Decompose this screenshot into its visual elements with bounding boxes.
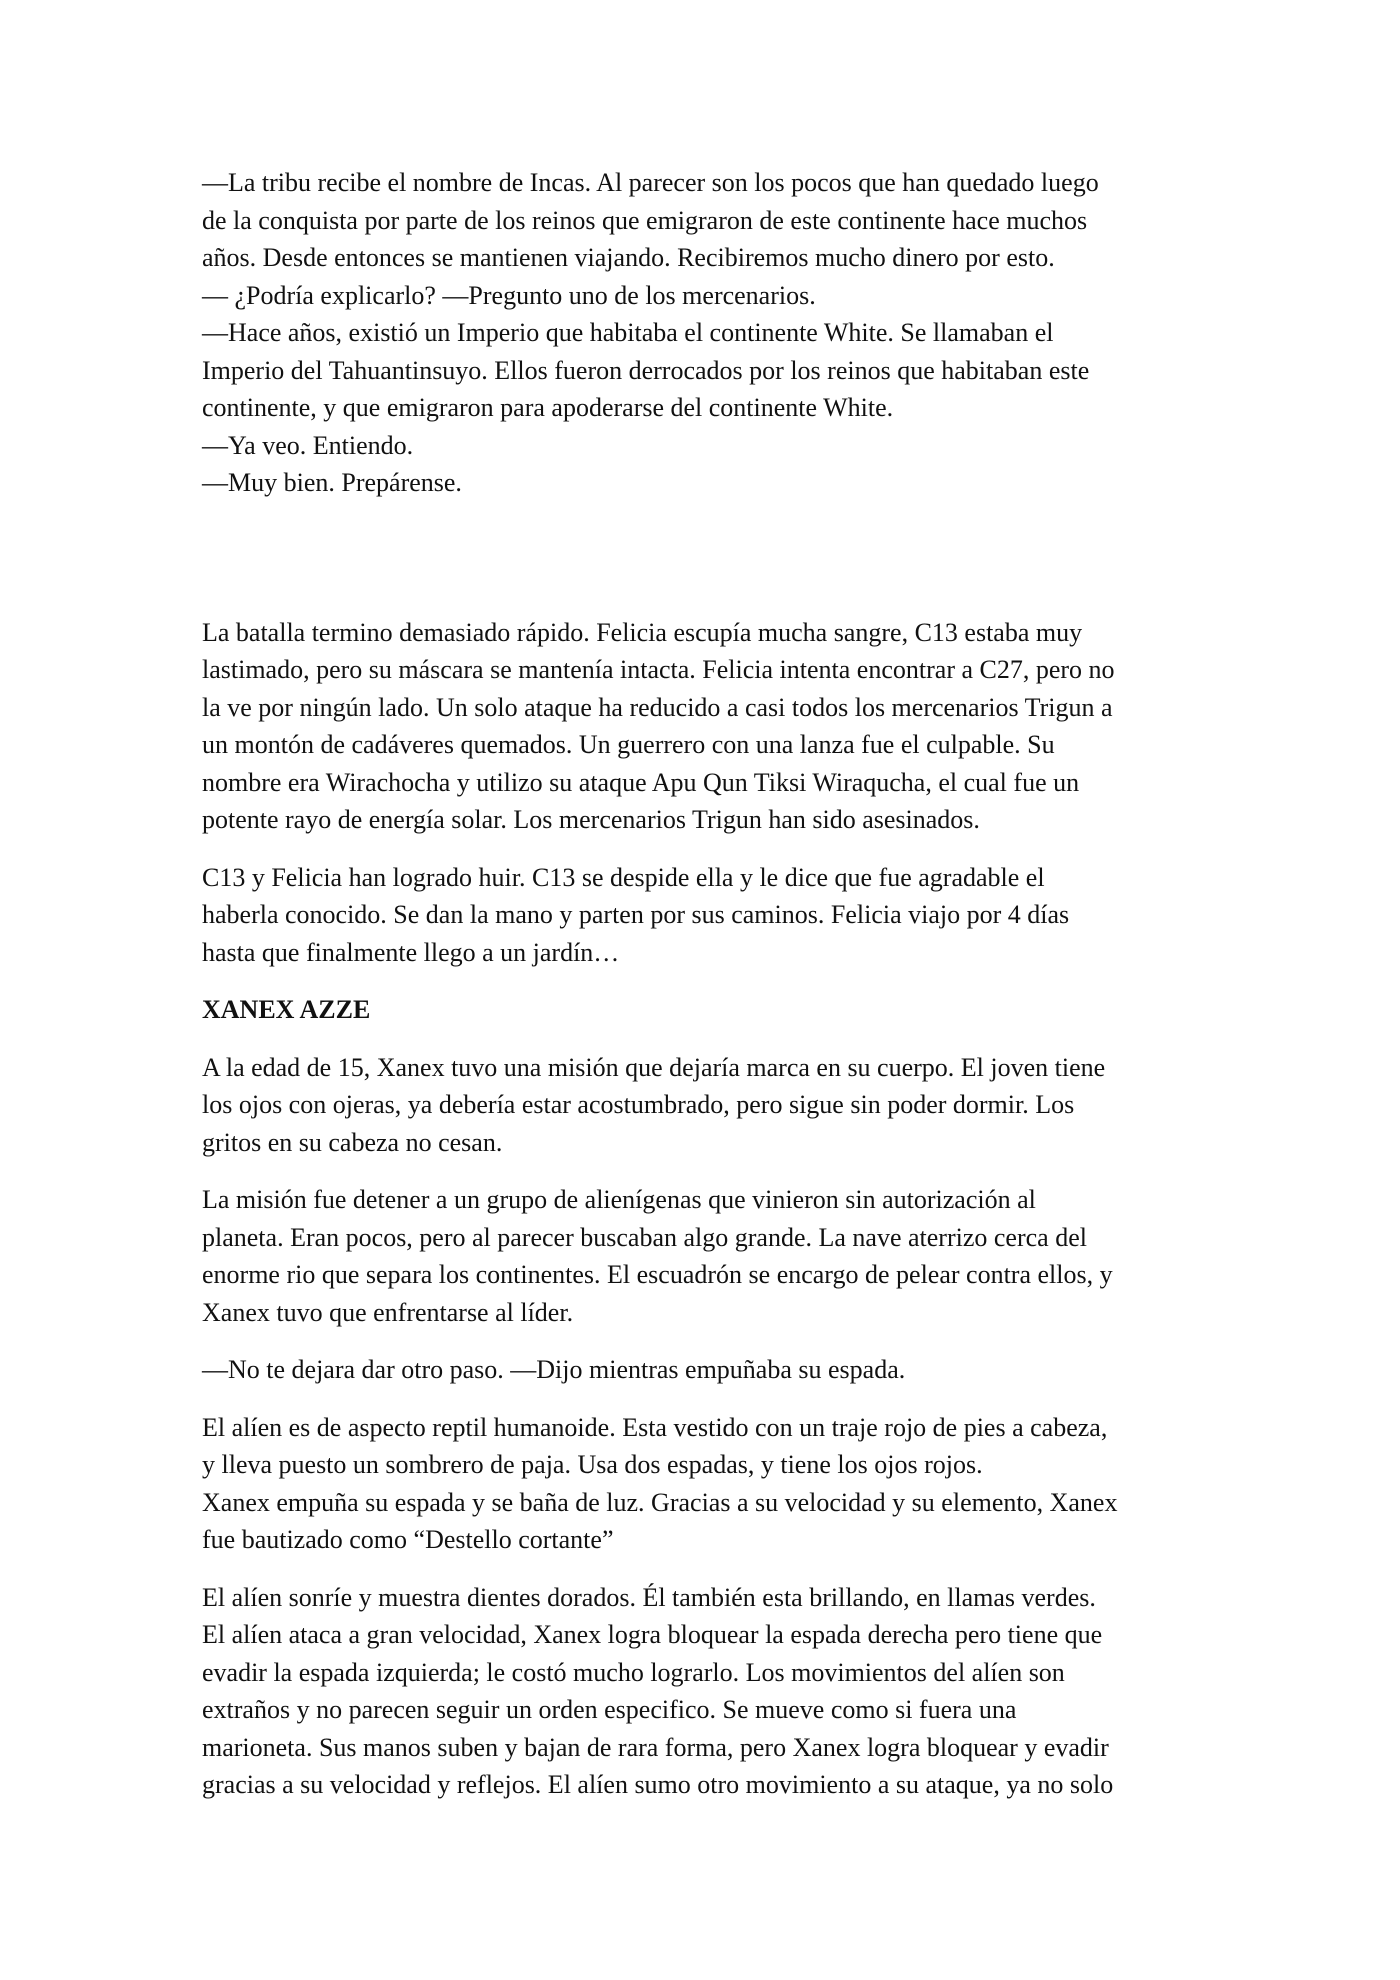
text-line: La misión fue detener a un grupo de alienígenas que vinieron sin autorización al	[202, 1185, 1036, 1214]
text-line: continente, y que emigraron para apoderarse del continente White.	[202, 393, 894, 422]
paragraph-alien-description	[202, 1409, 1202, 1559]
paragraph-mission-intro	[202, 1049, 1202, 1162]
paragraph-escape	[202, 859, 1202, 972]
text-line: años. Desde entonces se mantienen viajando. Recibiremos mucho dinero por esto.	[202, 243, 1055, 272]
text-line: Xanex tuvo que enfrentarse al líder.	[202, 1297, 574, 1327]
text-line: nombre era Wirachocha y utilizo su ataque Apu Qun Tiksi Wiraqucha, el cual fue un	[202, 767, 1080, 797]
paragraph-battle	[202, 614, 1202, 839]
text-line: gritos en su cabeza no cesan.	[202, 1127, 503, 1157]
text-line: y lleva puesto un sombrero de paja. Usa dos espadas, y tiene los ojos rojos.	[202, 1450, 983, 1479]
text-line: —Hace años, existió un Imperio que habitaba el continente White. Se llamaban el	[202, 318, 1054, 347]
section-heading: XANEX AZZE	[202, 995, 371, 1024]
text-line: marioneta. Sus manos suben y bajan de rara forma, pero Xanex logra bloquear y evadir	[202, 1732, 1109, 1762]
text-line: El alíen es de aspecto reptil humanoide. Esta vestido con un traje rojo de pies a cabeza,	[202, 1412, 1108, 1442]
text-line: lastimado, pero su máscara se mantenía intacta. Felicia intenta encontrar a C27, pero no	[202, 655, 1115, 684]
text-line: de la conquista por parte de los reinos que emigraron de este continente hace muchos	[202, 205, 1088, 235]
paragraph-mission	[202, 1181, 1202, 1331]
text-line: haberla conocido. Se dan la mano y parten por sus caminos. Felicia viajo por 4 días	[202, 900, 1070, 929]
text-line: Xanex empuña su espada y se baña de luz. Gracias a su velocidad y su elemento, Xanex	[202, 1487, 1118, 1517]
text-line: enorme rio que separa los continentes. El escuadrón se encargo de pelear contra ellos, y	[202, 1260, 1113, 1289]
text-line: extraños y no parecen seguir un orden especifico. Se mueve como si fuera una	[202, 1695, 1017, 1724]
text-line: la ve por ningún lado. Un solo ataque ha reducido a casi todos los mercenarios Trigun a	[202, 692, 1113, 722]
text-line: hasta que finalmente llego a un jardín…	[202, 937, 620, 967]
text-line: gracias a su velocidad y reflejos. El alíen sumo otro movimiento a su ataque, ya no solo	[202, 1770, 1114, 1799]
text-line: —No te dejara dar otro paso. —Dijo mientras empuñaba su espada.	[202, 1355, 906, 1384]
paragraph-fight	[202, 1579, 1202, 1804]
text-line: —Ya veo. Entiendo.	[202, 430, 414, 460]
dialogue-block	[202, 164, 1202, 502]
paragraph-dialogue	[202, 1351, 1202, 1389]
text-line: El alíen ataca a gran velocidad, Xanex logra bloquear la espada derecha pero tiene que	[202, 1620, 1103, 1649]
text-line: La batalla termino demasiado rápido. Felicia escupía mucha sangre, C13 estaba muy	[202, 617, 1083, 647]
text-line: Imperio del Tahuantinsuyo. Ellos fueron derrocados por los reinos que habitaban este	[202, 355, 1090, 385]
document-body	[202, 164, 1202, 1824]
text-line: fue bautizado como “Destello cortante”	[202, 1525, 614, 1554]
text-line: potente rayo de energía solar. Los mercenarios Trigun han sido asesinados.	[202, 805, 980, 834]
text-line: C13 y Felicia han logrado huir. C13 se despide ella y le dice que fue agradable el	[202, 862, 1045, 892]
text-line: —La tribu recibe el nombre de Incas. Al parecer son los pocos que han quedado luego	[202, 168, 1099, 197]
text-line: los ojos con ojeras, ya debería estar acostumbrado, pero sigue sin poder dormir. Los	[202, 1090, 1075, 1119]
text-line: —Muy bien. Prepárense.	[202, 468, 462, 497]
text-line: A la edad de 15, Xanex tuvo una misión que dejaría marca en su cuerpo. El joven tiene	[202, 1052, 1106, 1082]
text-line: planeta. Eran pocos, pero al parecer buscaban algo grande. La nave aterrizo cerca del	[202, 1222, 1087, 1252]
text-line: — ¿Podría explicarlo? —Pregunto uno de los mercenarios.	[202, 280, 816, 310]
text-line: El alíen sonríe y muestra dientes dorados. Él también esta brillando, en llamas verdes.	[202, 1582, 1096, 1612]
text-line: evadir la espada izquierda; le costó mucho lograrlo. Los movimientos del alíen son	[202, 1657, 1065, 1687]
text-line: un montón de cadáveres quemados. Un guerrero con una lanza fue el culpable. Su	[202, 730, 1055, 759]
